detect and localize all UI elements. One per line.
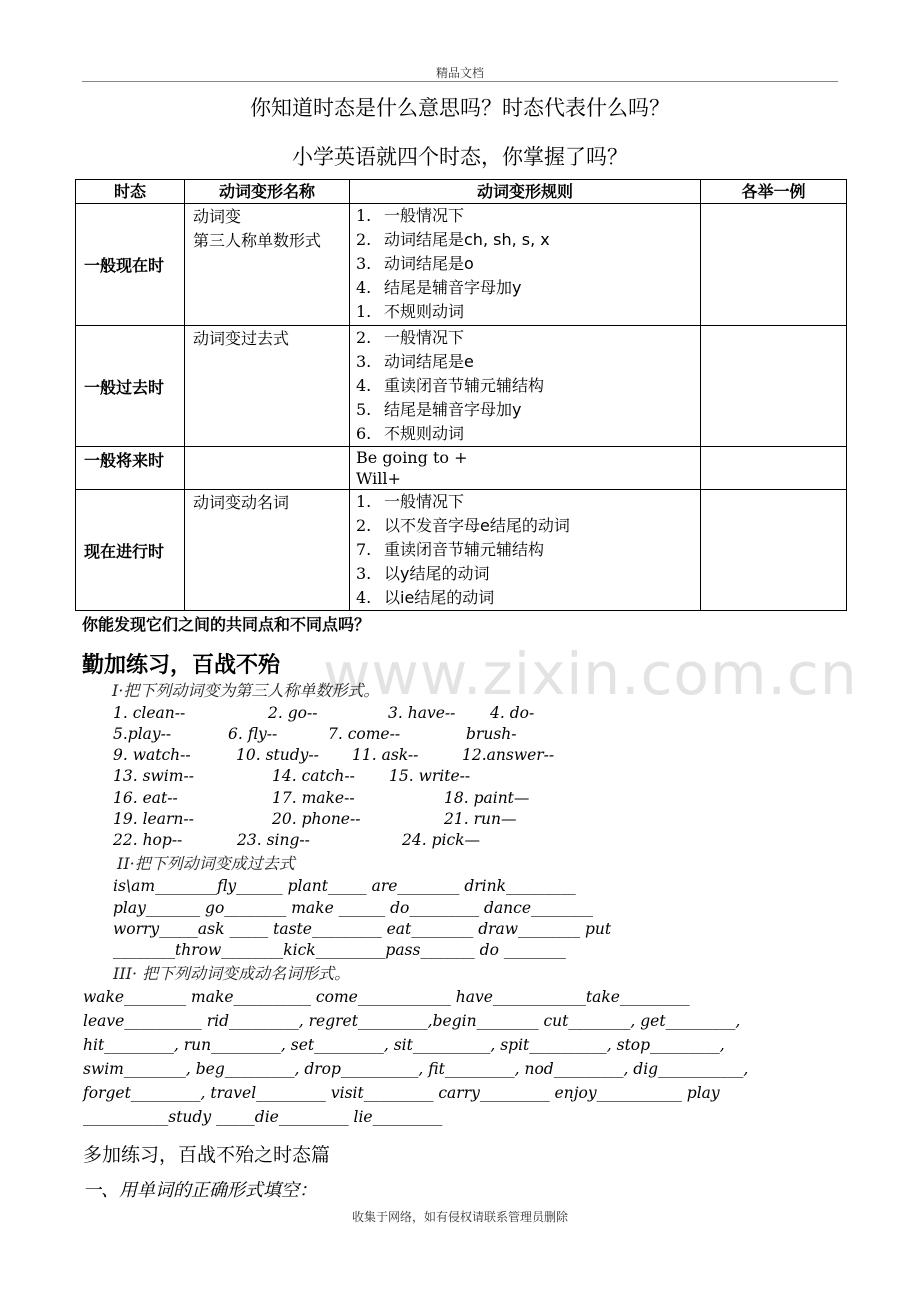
rule-text: 结尾是辅音字母加y (384, 400, 522, 419)
page-footer: 收集于网络，如有侵权请联系管理员删除 (351, 1210, 568, 1224)
rule-item (356, 374, 700, 398)
rule-number: 4. (356, 588, 372, 607)
rule-number: 5. (356, 400, 372, 419)
example-cell (701, 204, 847, 326)
exercise-item: 24. pick— (402, 831, 481, 849)
rules-cell (350, 490, 701, 611)
rule-item (356, 562, 700, 586)
rule-item (356, 252, 700, 276)
exercise-line: leave__________ rid_________, regret_________,begin________ cut________, get_________, (83, 1012, 741, 1030)
rule-number: 1. (356, 492, 372, 511)
rule-item (356, 300, 700, 324)
exercise-line: ________throw________kick_________pass_______ do ________ (113, 941, 566, 959)
rule-text: 重读闭音节辅元辅结构 (384, 540, 545, 559)
exercise-line: ___________study _____die_________ lie_________ (83, 1108, 443, 1126)
rule-number: 3. (356, 564, 372, 583)
rule-text: Be going to + (356, 448, 468, 467)
exercise-item: 5.play-- (113, 725, 172, 743)
rules-cell (350, 447, 701, 490)
section2-subtitle: 一、用单词的正确形式填空： (83, 1180, 317, 1201)
table-header-row (76, 180, 847, 204)
form-name-cell (185, 490, 350, 611)
tense-cell: 一般将来时 (76, 447, 185, 490)
rule-number: 3. (356, 254, 372, 273)
part3-heading: III· 把下列动词变成动名词形式。 (113, 964, 351, 983)
table-row (76, 447, 847, 490)
rule-text: 结尾是辅音字母加y (384, 278, 522, 297)
rule-item (356, 350, 700, 374)
exercise-item: 11. ask-- (352, 746, 419, 764)
rule-text: 动词结尾是o (384, 254, 474, 273)
rule-item (356, 586, 700, 610)
tense-table (75, 179, 847, 611)
rule-item (356, 276, 700, 300)
watermark: www.zixin.com.cn (323, 640, 858, 708)
rule-text: 一般情况下 (384, 328, 465, 347)
rule-item (356, 469, 700, 489)
exercise-item: 14. catch-- (272, 767, 355, 785)
rule-item (356, 326, 700, 350)
form-name-cell (185, 447, 350, 490)
subtitle: 小学英语就四个时态，你掌握了吗？ (292, 145, 628, 169)
section-title: 勤加练习，百战不殆 (82, 653, 281, 678)
rule-item (356, 514, 700, 538)
exercise-item: 15. write-- (389, 767, 471, 785)
rule-text: 重读闭音节辅元辅结构 (384, 376, 545, 395)
form-name-line: 动词变 (193, 207, 242, 226)
rule-number: 1. (356, 302, 372, 321)
rule-number: 4. (356, 278, 372, 297)
form-name-line: 动词变过去式 (193, 329, 290, 348)
exercise-item: 20. phone-- (272, 810, 361, 828)
exercise-line: worry_____ask _____ taste_________ eat________ draw________ put (113, 920, 612, 938)
exercise-item: brush- (466, 725, 517, 743)
exercise-line: swim________, beg_________, drop__________, fit_________, nod_________, dig___________, (83, 1060, 749, 1078)
exercise-item: 12.answer-- (462, 746, 555, 764)
table-row (76, 490, 847, 611)
exercise-item: 22. hop-- (113, 831, 183, 849)
exercise-item: 17. make-- (272, 789, 355, 807)
form-name-cell (185, 326, 350, 447)
rule-text: 动词结尾是e (384, 352, 474, 371)
exercise-item: 4. do- (490, 704, 535, 722)
example-cell (701, 326, 847, 447)
form-name-cell (185, 204, 350, 326)
rule-item (356, 204, 700, 228)
rule-number: 7. (356, 540, 372, 559)
main-title: 你知道时态是什么意思吗？时态代表什么吗？ (250, 96, 670, 120)
rule-text: 一般情况下 (384, 206, 465, 225)
rule-item (356, 398, 700, 422)
table-row (76, 204, 847, 326)
exercise-item: 1. clean-- (113, 704, 186, 722)
exercise-item: 21. run— (444, 810, 517, 828)
rule-number: 1. (356, 206, 372, 225)
rule-number: 2. (356, 328, 372, 347)
exercise-line: forget_________, travel_________ visit_________ carry_________ enjoy___________ play (83, 1084, 720, 1102)
exercise-item: 3. have-- (388, 704, 456, 722)
exercise-line: hit_________, run_________, set_________, sit__________, spit__________, stop_________, (83, 1036, 725, 1054)
rule-text: 以y结尾的动词 (384, 564, 490, 583)
part1-heading: I·把下列动词变为第三人称单数形式。 (112, 681, 380, 700)
rule-number: 2. (356, 230, 372, 249)
form-name-line: 动词变动名词 (193, 493, 290, 512)
part2-heading: II·把下列动词变成过去式 (117, 854, 295, 873)
rule-text: 不规则动词 (384, 302, 465, 321)
exercise-item: 9. watch-- (113, 746, 191, 764)
form-name-line: 第三人称单数形式 (193, 231, 322, 250)
header-example: 各举一例 (701, 180, 847, 204)
exercise-item: 6. fly-- (228, 725, 278, 743)
rule-item (356, 422, 700, 446)
exercise-line: is\am________fly______ plant_____ are________ drink_________ (113, 877, 576, 895)
rule-text: 一般情况下 (384, 492, 465, 511)
header-tense: 时态 (76, 180, 185, 204)
rule-text: 动词结尾是ch, sh, s, x (384, 230, 550, 249)
rule-item (356, 538, 700, 562)
exercise-line: play_______ go________ make ______ do_________ dance________ (113, 899, 594, 917)
exercise-line: wake________ make__________ come____________ have____________take_________ (83, 988, 690, 1006)
rules-cell (350, 204, 701, 326)
rule-number: 4. (356, 376, 372, 395)
exercise-item: 10. study-- (236, 746, 319, 764)
table-row (76, 326, 847, 447)
rule-number: 3. (356, 352, 372, 371)
tense-cell: 一般现在时 (76, 204, 185, 326)
exercise-item: 16. eat-- (113, 789, 178, 807)
example-cell (701, 490, 847, 611)
exercise-item: 18. paint— (444, 789, 530, 807)
header-divider (82, 81, 838, 82)
exercise-item: 7. come-- (328, 725, 401, 743)
exercise-item: 2. go-- (268, 704, 318, 722)
exercise-item: 19. learn-- (113, 810, 194, 828)
rule-text: 不规则动词 (384, 424, 465, 443)
rule-item (356, 228, 700, 252)
rule-number: 6. (356, 424, 372, 443)
rule-text: 以不发音字母e结尾的动词 (384, 516, 570, 535)
question-text: 你能发现它们之间的共同点和不同点吗？ (82, 615, 371, 634)
header-rules: 动词变形规则 (350, 180, 701, 204)
tense-cell: 一般过去时 (76, 326, 185, 447)
rule-text: 以ie结尾的动词 (384, 588, 495, 607)
rule-item (356, 490, 700, 514)
section2-title: 多加练习，百战不殆之时态篇 (83, 1144, 331, 1166)
tense-cell: 现在进行时 (76, 490, 185, 611)
exercise-item: 23. sing-- (237, 831, 310, 849)
rule-number: 2. (356, 516, 372, 535)
example-cell (701, 447, 847, 490)
rule-item (356, 447, 700, 469)
page-header: 精品文档 (435, 66, 484, 80)
rule-text: Will+ (356, 469, 401, 488)
rules-cell (350, 326, 701, 447)
header-form-name: 动词变形名称 (185, 180, 350, 204)
exercise-item: 13. swim-- (113, 767, 194, 785)
